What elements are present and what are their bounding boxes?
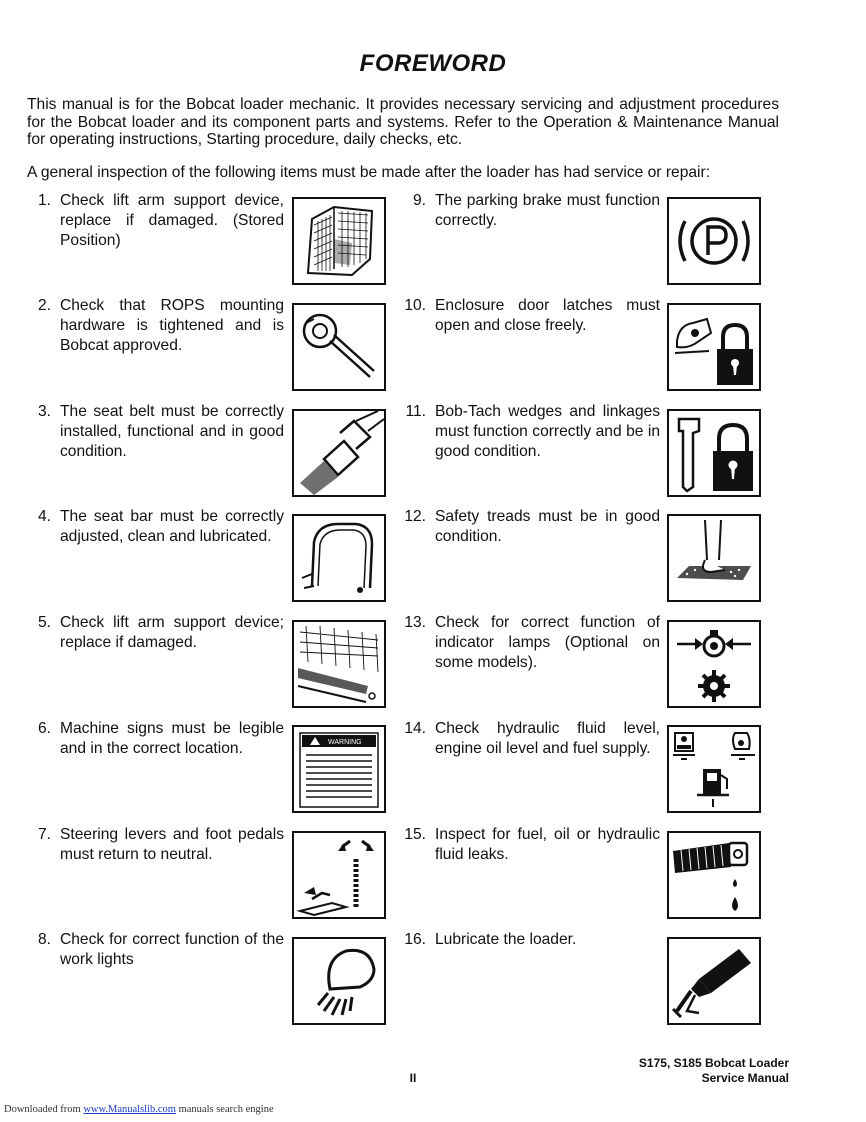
item-number: 5. <box>37 614 51 631</box>
item-number: 15. <box>404 826 426 843</box>
checklist-item <box>27 719 287 779</box>
item-number: 6. <box>37 720 51 737</box>
work-light-icon <box>292 937 386 1025</box>
checklist-item <box>402 930 662 990</box>
checklist-item <box>402 296 662 356</box>
item-number: 2. <box>37 297 51 314</box>
checklist-item <box>27 825 287 885</box>
item-text: Check lift arm support device, replace if damaged. (Stored Position) <box>60 192 284 249</box>
item-number: 9. <box>412 192 426 209</box>
checklist-item <box>402 719 662 779</box>
checklist-item <box>27 191 287 251</box>
manualslib-link[interactable]: www.Manualslib.com <box>83 1104 176 1115</box>
checklist-item <box>27 507 287 567</box>
item-number: 4. <box>37 508 51 525</box>
item-number: 8. <box>37 931 51 948</box>
item-text: The seat belt must be correctly installed, functional and in good condition. <box>60 403 284 460</box>
item-text: Inspect for fuel, oil or hydraulic fluid leaks. <box>435 826 660 863</box>
wrench-icon <box>292 303 386 391</box>
item-text: Check for correct function of indicator lamps (Optional on some models). <box>435 614 660 671</box>
item-number: 10. <box>404 297 426 314</box>
page-number: II <box>409 1071 417 1085</box>
item-text: The seat bar must be correctly adjusted, clean and lubricated. <box>60 508 284 545</box>
item-text: Steering levers and foot pedals must return to neutral. <box>60 826 284 863</box>
general-inspection-text: A general inspection of the following items must be made after the loader has had service or repair: <box>27 164 711 181</box>
checklist-item <box>402 402 662 482</box>
footer-manual: Service Manual <box>701 1071 789 1085</box>
checklist-item <box>27 296 287 356</box>
warning-label: WARNING <box>328 739 362 746</box>
item-text: Check that ROPS mounting hardware is tightened and is Bobcat approved. <box>60 297 284 354</box>
item-text: Enclosure door latches must open and close freely. <box>435 297 660 334</box>
item-number: 7. <box>37 826 51 843</box>
download-notice <box>4 1104 274 1115</box>
item-text: Machine signs must be legible and in the correct location. <box>60 720 284 757</box>
checklist-item <box>402 613 662 673</box>
checklist-item <box>402 825 662 885</box>
item-text: Bob-Tach wedges and linkages must function correctly and be in good condition. <box>435 403 660 460</box>
item-text: The parking brake must function correctly. <box>435 192 660 229</box>
item-text: Check hydraulic fluid level, engine oil level and fuel supply. <box>435 720 660 757</box>
steering-lever-icon <box>292 831 386 919</box>
download-prefix: Downloaded from <box>4 1104 84 1115</box>
intro-paragraph: This manual is for the Bobcat loader mechanic. It provides necessary servicing and adjustment procedures for the Bobcat loader and its component parts and systems. Refer to the Operation & Maintenance Manual for operating instructions, Starting procedure, daily checks, etc. <box>27 96 779 148</box>
door-latch-lock-icon <box>667 303 761 391</box>
grease-gun-icon <box>667 937 761 1025</box>
download-suffix: manuals search engine <box>175 1104 274 1115</box>
checklist-item <box>27 613 287 673</box>
parking-brake-icon <box>667 197 761 285</box>
checklist-item <box>402 191 662 251</box>
item-number: 16. <box>404 931 426 948</box>
item-number: 3. <box>37 403 51 420</box>
warning-sign-icon <box>292 725 386 813</box>
page-title: FOREWORD <box>359 50 507 77</box>
fluid-levels-icon <box>667 725 761 813</box>
item-text: Check for correct function of the work lights <box>60 931 284 968</box>
item-number: 12. <box>404 508 426 525</box>
item-text: Safety treads must be in good condition. <box>435 508 660 545</box>
safety-tread-icon <box>667 514 761 602</box>
footer-model: S175, S185 Bobcat Loader <box>638 1056 789 1070</box>
item-number: 14. <box>404 720 426 737</box>
checklist-item <box>27 930 287 990</box>
checklist-item <box>402 507 662 567</box>
item-number: 1. <box>37 192 51 209</box>
seat-belt-icon <box>292 409 386 497</box>
seat-bar-icon <box>292 514 386 602</box>
bob-tach-lock-icon <box>667 409 761 497</box>
item-number: 11. <box>405 403 426 420</box>
lift-arm-support-stored-icon <box>292 197 386 285</box>
item-number: 13. <box>404 614 426 631</box>
item-text: Lubricate the loader. <box>435 931 577 948</box>
lift-arm-support-icon <box>292 620 386 708</box>
fluid-leak-icon <box>667 831 761 919</box>
checklist-item <box>27 402 287 462</box>
indicator-lamps-icon <box>667 620 761 708</box>
item-text: Check lift arm support device; replace if damaged. <box>60 614 284 651</box>
